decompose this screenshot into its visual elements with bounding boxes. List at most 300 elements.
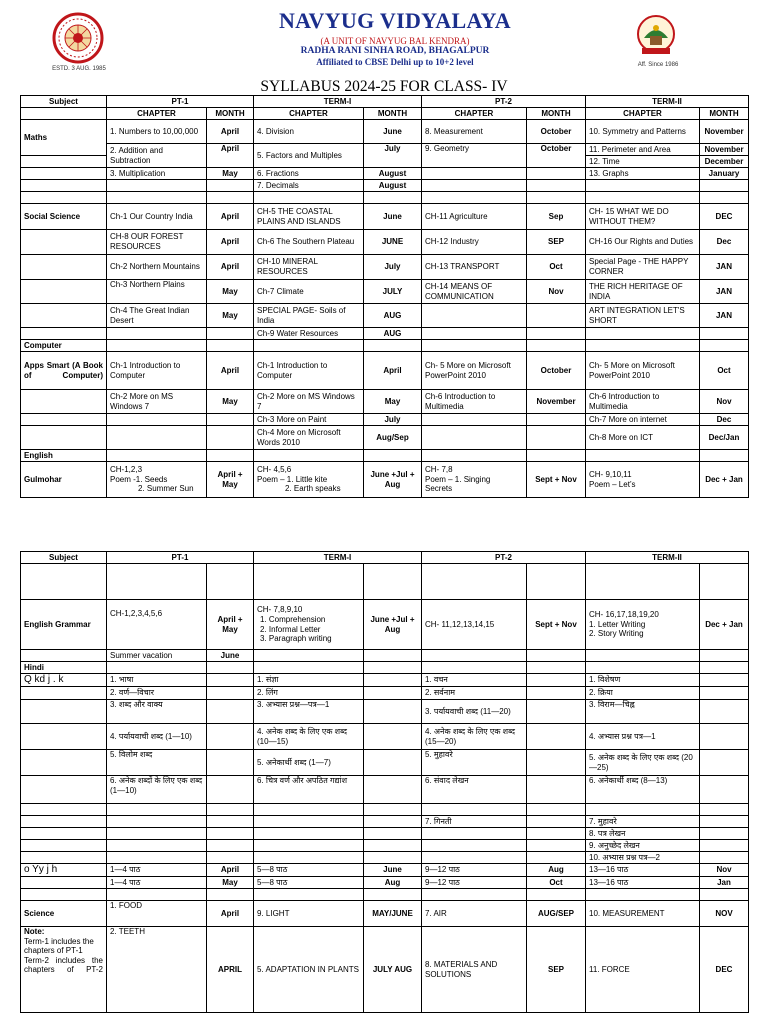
- month-cell: Nov: [527, 280, 586, 304]
- blank-cell: [364, 687, 422, 700]
- blank-cell: [254, 828, 364, 840]
- blank-cell: [422, 889, 527, 901]
- subject-english-grammar: English Grammar: [21, 600, 107, 650]
- note-cell: [21, 927, 107, 1013]
- cbse-badge-icon: [634, 14, 678, 60]
- chapter-cell: Ch-8 More on ICT: [586, 426, 700, 450]
- chapter-cell: 1—4 पाठ: [107, 877, 207, 889]
- chapter-cell: Ch-3 Northern Plains: [107, 280, 207, 304]
- blank-cell: [364, 816, 422, 828]
- blank-cell: [21, 877, 107, 889]
- blank-cell: [700, 889, 749, 901]
- blank-cell: [527, 662, 586, 674]
- chapter-cell: Ch-6 Introduction to Multimedia: [586, 390, 700, 414]
- blank-cell: [364, 662, 422, 674]
- affiliation-since: Aff. Since 1986: [637, 62, 679, 68]
- month-cell: AUG: [364, 304, 422, 328]
- month-cell: JUNE: [364, 230, 422, 255]
- blank-cell: [207, 776, 254, 804]
- month-cell: May: [207, 280, 254, 304]
- chapter-cell: 3. शब्द और वाक्य: [107, 700, 207, 724]
- table-row: [21, 816, 749, 828]
- header-subject: Subject: [21, 552, 107, 564]
- subject-computer-heading: Computer: [21, 340, 107, 352]
- affiliation-line: Affiliated to CBSE Delhi up to 10+2 level: [316, 57, 474, 67]
- blank-cell: [364, 650, 422, 662]
- table-row: [21, 204, 749, 230]
- month-cell: April: [207, 255, 254, 280]
- blank-cell: [21, 280, 107, 304]
- blank-cell: [586, 180, 700, 192]
- topic-line: 3. Paragraph writing: [260, 634, 332, 644]
- blank-cell: [364, 804, 422, 816]
- month-cell: May: [207, 877, 254, 889]
- chapter-cell: [107, 462, 207, 498]
- blank-cell: [527, 328, 586, 340]
- table-subheader-row: [21, 108, 749, 120]
- blank-cell: [527, 804, 586, 816]
- header-month: MONTH: [207, 108, 254, 120]
- blank-cell: [527, 168, 586, 180]
- month-cell: Aug/Sep: [364, 426, 422, 450]
- chapter-cell: Ch-2 More on MS Windows 7: [254, 390, 364, 414]
- table-row: [21, 168, 749, 180]
- blank-cell: [527, 776, 586, 804]
- chapter-cell: CH-16 Our Rights and Duties: [586, 230, 700, 255]
- header-term1: TERM-I: [254, 552, 422, 564]
- chapter-cell: Ch-2 Northern Mountains: [107, 255, 207, 280]
- chapter-cell: 11. FORCE: [586, 927, 700, 1013]
- chapter-cell: 13—16 पाठ: [586, 864, 700, 877]
- chapter-cell: 2. क्रिया: [586, 687, 700, 700]
- table-row: [21, 650, 749, 662]
- month-cell: June: [207, 650, 254, 662]
- month-cell: May: [207, 168, 254, 180]
- month-cell: November: [527, 390, 586, 414]
- chapter-cell: 4. अभ्यास प्रश्न पत्र—1: [586, 724, 700, 750]
- blank-cell: [254, 816, 364, 828]
- chapter-cell: 5. Factors and Multiples: [254, 144, 364, 168]
- blank-cell: [107, 889, 207, 901]
- month-cell: April: [207, 204, 254, 230]
- table-row: [21, 280, 749, 304]
- month-cell: October: [527, 352, 586, 390]
- chapter-cell: 2. सर्वनाम: [422, 687, 527, 700]
- chapter-cell: 1. संज्ञा: [254, 674, 364, 687]
- blank-cell: [207, 674, 254, 687]
- blank-cell: [364, 340, 422, 352]
- chapter-cell: CH-12 Industry: [422, 230, 527, 255]
- blank-cell: [527, 564, 586, 600]
- month-cell: April: [207, 864, 254, 877]
- syllabus-table-1: [20, 95, 749, 498]
- blank-cell: [700, 674, 749, 687]
- blank-cell: [207, 687, 254, 700]
- chapter-cell: 10. MEASUREMENT: [586, 901, 700, 927]
- month-cell: Aug: [364, 877, 422, 889]
- table-row: [21, 877, 749, 889]
- chapter-cell: 1. भाषा: [107, 674, 207, 687]
- chapter-cell: CH-11 Agriculture: [422, 204, 527, 230]
- chapter-cell: 7. गिनती: [422, 816, 527, 828]
- blank-cell: [207, 450, 254, 462]
- blank-cell: [107, 804, 207, 816]
- blank-cell: [527, 687, 586, 700]
- chapter-cell: Ch-4 The Great Indian Desert: [107, 304, 207, 328]
- blank-cell: [21, 816, 107, 828]
- blank-cell: [700, 192, 749, 204]
- table-header-row: [21, 552, 749, 564]
- blank-cell: [527, 340, 586, 352]
- blank-cell: [586, 328, 700, 340]
- table-row: [21, 901, 749, 927]
- month-cell: August: [364, 168, 422, 180]
- blank-cell: [21, 776, 107, 804]
- blank-cell: [364, 840, 422, 852]
- blank-cell: [700, 328, 749, 340]
- blank-cell: [254, 889, 364, 901]
- chapter-cell: [254, 462, 364, 498]
- blank-cell: [422, 564, 527, 600]
- chapter-cell: 8. पत्र लेखन: [586, 828, 700, 840]
- chapter-cell: 6. संवाद लेखन: [422, 776, 527, 804]
- month-cell: MAY/JUNE: [364, 901, 422, 927]
- header-term2: TERM-II: [586, 96, 749, 108]
- blank-cell: [364, 828, 422, 840]
- month-cell: DEC: [700, 927, 749, 1013]
- chapter-cell: 9—12 पाठ: [422, 877, 527, 889]
- month-cell: August: [364, 180, 422, 192]
- month-cell: Dec + Jan: [700, 462, 749, 498]
- school-emblem-icon: [52, 12, 104, 64]
- month-cell: June: [364, 204, 422, 230]
- table-row: [21, 927, 749, 1013]
- chapter-cell: 8. MATERIALS AND SOLUTIONS: [422, 927, 527, 1013]
- poem-line: Poem – Let’s: [589, 479, 636, 489]
- chapter-cell: Ch-1 Introduction to Computer: [254, 352, 364, 390]
- blank-cell: [700, 450, 749, 462]
- blank-cell: [422, 840, 527, 852]
- month-cell: Jan: [700, 877, 749, 889]
- table-row: [21, 852, 749, 864]
- chapter-line: CH- 7,8: [425, 465, 453, 475]
- table-row: [21, 674, 749, 687]
- header-pt1: PT-1: [107, 96, 254, 108]
- blank-cell: [586, 192, 700, 204]
- chapter-cell: CH- 15 WHAT WE DO WITHOUT THEM?: [586, 204, 700, 230]
- blank-cell: [422, 426, 527, 450]
- topic-line: 2. Informal Letter: [260, 624, 321, 634]
- blank-cell: [107, 340, 207, 352]
- month-cell: Dec/Jan: [700, 426, 749, 450]
- blank-cell: [207, 889, 254, 901]
- blank-cell: [21, 852, 107, 864]
- blank-cell: [364, 750, 422, 776]
- blank-cell: [527, 192, 586, 204]
- blank-cell: [21, 889, 107, 901]
- chapter-cell: 5. विलोम शब्द: [107, 750, 207, 776]
- chapter-cell: Ch-7 More on internet: [586, 414, 700, 426]
- poem-line: Poem – 1. Little kite: [257, 474, 328, 484]
- poem-line: Secrets: [425, 484, 453, 494]
- chapter-line: CH- 9,10,11: [589, 469, 632, 479]
- chapter-cell: 9—12 पाठ: [422, 864, 527, 877]
- table-row: [21, 776, 749, 804]
- note-line: Term-2 includes the chapters of PT-2: [24, 955, 103, 975]
- chapter-cell: 2. लिंग: [254, 687, 364, 700]
- blank-cell: [422, 192, 527, 204]
- blank-cell: [207, 340, 254, 352]
- school-address: RADHA RANI SINHA ROAD, BHAGALPUR: [300, 46, 490, 56]
- month-cell: April: [207, 120, 254, 144]
- blank-cell: [422, 328, 527, 340]
- blank-cell: [527, 450, 586, 462]
- month-cell: Oct: [527, 877, 586, 889]
- chapter-cell: 6. अनेक शब्दों के लिए एक शब्द (1—10): [107, 776, 207, 804]
- month-cell: April: [207, 352, 254, 390]
- blank-cell: [527, 426, 586, 450]
- chapter-cell: 5. ADAPTATION IN PLANTS: [254, 927, 364, 1013]
- blank-cell: [700, 650, 749, 662]
- blank-cell: [364, 192, 422, 204]
- month-cell: May: [207, 304, 254, 328]
- blank-cell: [21, 414, 107, 426]
- blank-cell: [21, 390, 107, 414]
- chapter-cell: CH- 11,12,13,14,15: [422, 600, 527, 650]
- blank-cell: [207, 328, 254, 340]
- header-pt2: PT-2: [422, 552, 586, 564]
- month-cell: April + May: [207, 462, 254, 498]
- table-row: [21, 889, 749, 901]
- chapter-cell: 5—8 पाठ: [254, 864, 364, 877]
- blank-cell: [254, 662, 364, 674]
- chapter-cell: 3. पर्यायवाची शब्द (11—20): [422, 700, 527, 724]
- month-cell: June: [364, 120, 422, 144]
- chapter-cell: 6. चित्र वर्ण और अपठित गद्यांश: [254, 776, 364, 804]
- chapter-cell: Ch-6 The Southern Plateau: [254, 230, 364, 255]
- blank-cell: [207, 180, 254, 192]
- chapter-cell: 4. पर्यायवाची शब्द (1—10): [107, 724, 207, 750]
- chapter-cell: Ch-6 Introduction to Multimedia: [422, 390, 527, 414]
- blank-cell: [21, 168, 107, 180]
- month-cell: June +Jul + Aug: [364, 462, 422, 498]
- header-pt1: PT-1: [107, 552, 254, 564]
- blank-cell: [254, 564, 364, 600]
- month-cell: JULY: [364, 280, 422, 304]
- chapter-cell: CH-8 OUR FOREST RESOURCES: [107, 230, 207, 255]
- table-row: [21, 192, 749, 204]
- chapter-cell: 6. अनेकार्थी शब्द (8—13): [586, 776, 700, 804]
- month-cell: June +Jul + Aug: [364, 600, 422, 650]
- table-row: [21, 328, 749, 340]
- month-cell: July: [364, 255, 422, 280]
- chapter-cell: ART INTEGRATION LET'S SHORT: [586, 304, 700, 328]
- blank-cell: [254, 840, 364, 852]
- blank-cell: [21, 804, 107, 816]
- table-row: [21, 687, 749, 700]
- blank-cell: [586, 662, 700, 674]
- month-cell: DEC: [700, 204, 749, 230]
- topic-line: 1. Letter Writing: [589, 619, 646, 629]
- chapter-cell: 7. मुहावरे: [586, 816, 700, 828]
- subject-social-science: Social Science: [21, 204, 107, 230]
- blank-cell: [21, 687, 107, 700]
- subject-hindi-heading: Hindi: [21, 662, 107, 674]
- blank-cell: [21, 426, 107, 450]
- month-cell: October: [527, 144, 586, 168]
- blank-cell: [527, 828, 586, 840]
- chapter-cell: 3. अभ्यास प्रश्न—पत्र—1: [254, 700, 364, 724]
- blank-cell: [107, 564, 207, 600]
- chapter-cell: 6. Fractions: [254, 168, 364, 180]
- blank-cell: [527, 852, 586, 864]
- blank-cell: [207, 816, 254, 828]
- month-cell: July: [364, 414, 422, 426]
- month-cell: December: [700, 156, 749, 168]
- blank-cell: [207, 414, 254, 426]
- chapter-cell: 5. अनेकार्थी शब्द (1—7): [254, 750, 364, 776]
- blank-cell: [527, 650, 586, 662]
- month-cell: April: [207, 230, 254, 255]
- chapter-cell: 4. Division: [254, 120, 364, 144]
- blank-cell: [207, 662, 254, 674]
- chapter-cell: 11. Perimeter and Area: [586, 144, 700, 156]
- note-line: Term-1 includes the chapters of PT-1: [24, 936, 94, 956]
- chapter-cell: 4. अनेक शब्द के लिए एक शब्द (10—15): [254, 724, 364, 750]
- blank-cell: [586, 804, 700, 816]
- chapter-cell: 1. FOOD: [107, 901, 207, 927]
- blank-cell: [207, 192, 254, 204]
- header-term1: TERM-I: [254, 96, 422, 108]
- month-cell: NOV: [700, 901, 749, 927]
- blank-cell: [364, 776, 422, 804]
- month-cell: SEP: [527, 927, 586, 1013]
- blank-cell: [107, 662, 207, 674]
- chapter-cell: CH-14 MEANS OF COMMUNICATION: [422, 280, 527, 304]
- month-cell: JAN: [700, 280, 749, 304]
- month-cell: JAN: [700, 255, 749, 280]
- chapter-cell: [586, 600, 700, 650]
- blank-cell: [700, 687, 749, 700]
- blank-cell: [700, 804, 749, 816]
- chapter-cell: 1. विशेषण: [586, 674, 700, 687]
- chapter-cell: 13—16 पाठ: [586, 877, 700, 889]
- header-month: MONTH: [527, 108, 586, 120]
- blank-cell: [364, 450, 422, 462]
- blank-cell: [527, 816, 586, 828]
- blank-cell: [422, 340, 527, 352]
- blank-cell: [21, 156, 107, 168]
- table-row: [21, 450, 749, 462]
- blank-cell: [107, 328, 207, 340]
- table-row: [21, 180, 749, 192]
- chapter-cell: Ch-1 Our Country India: [107, 204, 207, 230]
- blank-cell: [21, 724, 107, 750]
- month-cell: Dec: [700, 414, 749, 426]
- chapter-cell: CH-5 THE COASTAL PLAINS AND ISLANDS: [254, 204, 364, 230]
- chapter-cell: 9. LIGHT: [254, 901, 364, 927]
- chapter-cell: 7. Decimals: [254, 180, 364, 192]
- chapter-cell: 3. Multiplication: [107, 168, 207, 180]
- table-row: [21, 340, 749, 352]
- subject-science: Science: [21, 901, 107, 927]
- header-month: MONTH: [364, 108, 422, 120]
- table-row: [21, 414, 749, 426]
- blank-cell: [254, 804, 364, 816]
- chapter-cell: 10. अभ्यास प्रश्न पत्र—2: [586, 852, 700, 864]
- month-cell: JULY AUG: [364, 927, 422, 1013]
- topic-line: 2. Story Writing: [589, 629, 644, 639]
- chapter-cell: 12. Time: [586, 156, 700, 168]
- table-row: [21, 564, 749, 600]
- blank-cell: [527, 889, 586, 901]
- blank-cell: [700, 852, 749, 864]
- month-cell: AUG: [364, 328, 422, 340]
- poem-line: 2. Earth speaks: [285, 484, 341, 494]
- table-row: [21, 255, 749, 280]
- blank-cell: [107, 852, 207, 864]
- estd-caption: ESTD. 3 AUG. 1985: [52, 66, 106, 72]
- blank-cell: [207, 724, 254, 750]
- chapter-cell: 5—8 पाठ: [254, 877, 364, 889]
- blank-cell: [422, 180, 527, 192]
- chapter-line: CH- 16,17,18,19,20: [589, 610, 659, 620]
- blank-cell: [207, 750, 254, 776]
- blank-cell: [107, 840, 207, 852]
- unit-line: (A UNIT OF NAVYUG BAL KENDRA): [320, 36, 470, 46]
- blank-cell: [422, 168, 527, 180]
- blank-cell: [364, 674, 422, 687]
- table-row: [21, 304, 749, 328]
- syllabus-table-2: [20, 551, 749, 1013]
- blank-cell: [207, 700, 254, 724]
- blank-cell: [700, 700, 749, 724]
- table-row: [21, 600, 749, 650]
- month-cell: May: [364, 390, 422, 414]
- chapter-cell: Ch-1 Introduction to Computer: [107, 352, 207, 390]
- chapter-cell: 1. वचन: [422, 674, 527, 687]
- blank-cell: [700, 828, 749, 840]
- blank-cell: [700, 340, 749, 352]
- blank-cell: [107, 816, 207, 828]
- table-row: [21, 840, 749, 852]
- blank-cell: [422, 662, 527, 674]
- month-cell: January: [700, 168, 749, 180]
- blank-cell: [107, 828, 207, 840]
- month-cell: Oct: [527, 255, 586, 280]
- blank-cell: [107, 180, 207, 192]
- month-cell: Sep: [527, 204, 586, 230]
- month-cell: SEP: [527, 230, 586, 255]
- blank-cell: [700, 840, 749, 852]
- note-heading: Note:: [24, 927, 45, 936]
- table-row: [21, 828, 749, 840]
- table-row: [21, 462, 749, 498]
- month-cell: November: [700, 120, 749, 144]
- chapter-cell: THE RICH HERITAGE OF INDIA: [586, 280, 700, 304]
- syllabus-title: SYLLABUS 2024-25 FOR CLASS- IV: [260, 78, 508, 95]
- chapter-cell: [422, 462, 527, 498]
- blank-cell: [700, 180, 749, 192]
- chapter-line: CH-1,2,3: [110, 465, 143, 475]
- blank-cell: [700, 816, 749, 828]
- blank-cell: [21, 328, 107, 340]
- table-row: [21, 230, 749, 255]
- blank-cell: [364, 889, 422, 901]
- table-row: [21, 700, 749, 724]
- poem-line: Poem – 1. Singing: [425, 474, 491, 484]
- blank-cell: [107, 414, 207, 426]
